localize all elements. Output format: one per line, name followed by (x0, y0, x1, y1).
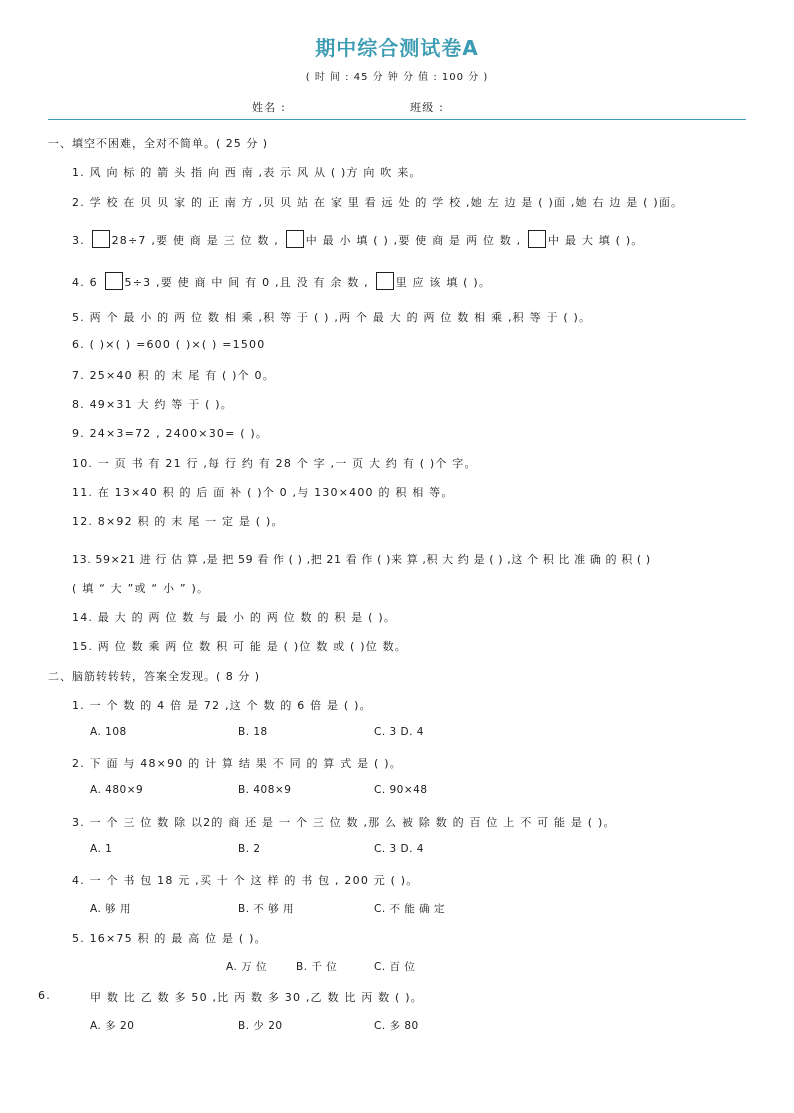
question-2-1: 1. 一 个 数 的 4 倍 是 72 ,这 个 数 的 6 倍 是 ( )。 (72, 699, 372, 712)
question-1-15: 15. 两 位 数 乘 两 位 数 积 可 能 是 ( )位 数 或 ( )位 数。 (72, 640, 407, 653)
exam-info: ( 时 间 : 45 分 钟 分 值 : 100 分 ) (305, 72, 489, 83)
question-1-3-text-a: 28÷7 ,要 使 商 是 三 位 数 , (111, 234, 279, 247)
option-c: C. 3 D. 4 (374, 843, 424, 855)
option-a: A. 够 用 (90, 903, 132, 915)
option-a: A. 1 (90, 843, 113, 855)
question-2-6-number: 6. (38, 989, 51, 1002)
question-1-4 (72, 272, 491, 290)
header-divider (48, 119, 746, 120)
section-2-heading: 二、脑筋转转转，答案全发现。( 8 分 ) (48, 670, 261, 683)
question-1-4-text-a: 4. 6 (72, 276, 98, 289)
section-1-heading: 一、填空不困难，全对不简单。( 25 分 ) (48, 137, 269, 150)
question-1-13: 13. 59×21 进 行 估 算 ,是 把 59 看 作 ( ) ,把 21 看 作 ( )来 算 ,积 大 约 是 ( ) ,这 个 积 比 准 确 的 积 ( ) (72, 553, 651, 566)
question-1-11: 11. 在 13×40 积 的 后 面 补 ( )个 0 ,与 130×400 的 积 相 等。 (72, 486, 454, 499)
question-1-12: 12. 8×92 积 的 末 尾 一 定 是 ( )。 (72, 515, 284, 528)
question-1-4-text-c: 里 应 该 填 ( )。 (395, 276, 492, 289)
blank-box[interactable] (376, 272, 394, 290)
question-1-2: 2. 学 校 在 贝 贝 家 的 正 南 方 ,贝 贝 站 在 家 里 看 远 处 的 学 校 ,她 左 边 是 ( )面 ,她 右 边 是 ( )面。 (72, 196, 684, 209)
question-1-5: 5. 两 个 最 小 的 两 位 数 相 乘 ,积 等 于 ( ) ,两 个 最 大 的 两 位 数 相 乘 ,积 等 于 ( )。 (72, 311, 592, 324)
question-2-3: 3. 一 个 三 位 数 除 以2的 商 还 是 一 个 三 位 数 ,那 么 被 除 数 的 百 位 上 不 可 能 是 ( )。 (72, 816, 616, 829)
question-1-3-text-b: 中 最 小 填 ( ) ,要 使 商 是 两 位 数 , (305, 234, 522, 247)
question-1-9: 9. 24×3=72 , 2400×30= ( )。 (72, 427, 269, 440)
option-a: A. 多 20 (90, 1020, 135, 1032)
option-c: C. 90×48 (374, 784, 428, 796)
question-1-13-note: ( 填 “ 大 ”或 “ 小 ” )。 (72, 582, 210, 595)
question-1-6: 6. ( )×( ) =600 ( )×( ) =1500 (72, 338, 266, 351)
question-1-3-number: 3. (72, 234, 85, 247)
blank-box[interactable] (105, 272, 123, 290)
question-1-4-text-b: 5÷3 ,要 使 商 中 间 有 0 ,且 没 有 余 数 , (124, 276, 369, 289)
option-a: A. 万 位 (226, 961, 268, 973)
question-2-4: 4. 一 个 书 包 18 元 ,买 十 个 这 样 的 书 包 , 200 元 ( )。 (72, 874, 419, 887)
option-c: C. 百 位 (374, 961, 416, 973)
option-b: B. 千 位 (296, 961, 338, 973)
option-a: A. 108 (90, 726, 127, 738)
page-title: 期中综合测试卷A (315, 36, 479, 60)
option-b: B. 18 (238, 726, 268, 738)
option-c: C. 多 80 (374, 1020, 419, 1032)
question-1-3 (72, 230, 644, 248)
option-a: A. 480×9 (90, 784, 144, 796)
question-1-14: 14. 最 大 的 两 位 数 与 最 小 的 两 位 数 的 积 是 ( )。 (72, 611, 397, 624)
question-1-1: 1. 风 向 标 的 箭 头 指 向 西 南 ,表 示 风 从 ( )方 向 吹 来。 (72, 166, 422, 179)
blank-box[interactable] (528, 230, 546, 248)
question-1-3-text-c: 中 最 大 填 ( )。 (548, 234, 644, 247)
question-1-8: 8. 49×31 大 约 等 于 ( )。 (72, 398, 233, 411)
question-2-5: 5. 16×75 积 的 最 高 位 是 ( )。 (72, 932, 267, 945)
option-c: C. 不 能 确 定 (374, 903, 446, 915)
option-b: B. 408×9 (238, 784, 292, 796)
option-b: B. 少 20 (238, 1020, 283, 1032)
option-c: C. 3 D. 4 (374, 726, 424, 738)
option-b: B. 不 够 用 (238, 903, 295, 915)
name-label: 姓名 : (252, 101, 287, 114)
question-2-6: 甲 数 比 乙 数 多 50 ,比 丙 数 多 30 ,乙 数 比 丙 数 ( )。 (90, 991, 423, 1004)
question-1-10: 10. 一 页 书 有 21 行 ,每 行 约 有 28 个 字 ,一 页 大 约 有 ( )个 字。 (72, 457, 477, 470)
class-label: 班级 : (410, 101, 445, 114)
blank-box[interactable] (92, 230, 110, 248)
blank-box[interactable] (286, 230, 304, 248)
question-2-2: 2. 下 面 与 48×90 的 计 算 结 果 不 同 的 算 式 是 ( )。 (72, 757, 402, 770)
option-b: B. 2 (238, 843, 261, 855)
question-1-7: 7. 25×40 积 的 末 尾 有 ( )个 0。 (72, 369, 275, 382)
